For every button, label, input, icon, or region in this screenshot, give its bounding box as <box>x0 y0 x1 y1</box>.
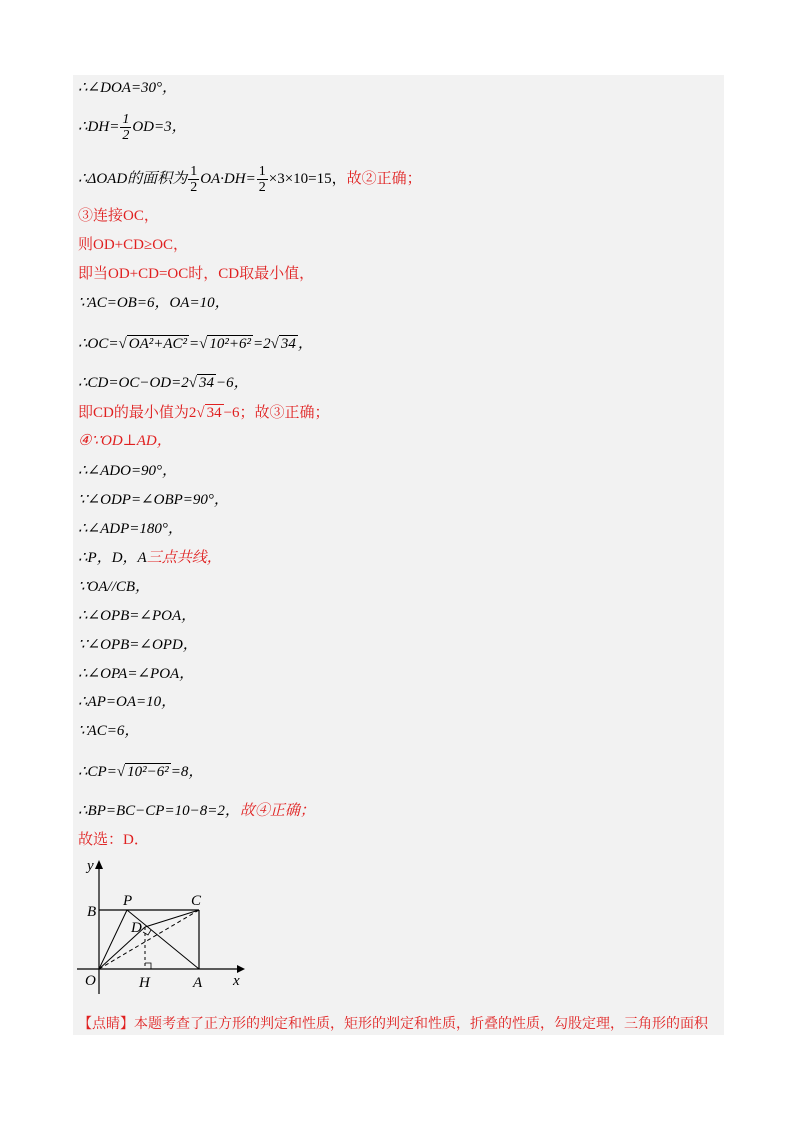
line-9: ∴CD=OC−OD=2√ 34 −6， <box>78 375 249 391</box>
line-20: ∴AP=OA=10， <box>78 694 177 710</box>
label-d: D <box>131 920 142 936</box>
geometry-figure <box>73 850 263 1000</box>
right-angle-h <box>145 963 151 969</box>
line-10: 即CD的最小值为2√ 34 −6；故③正确； <box>78 405 330 421</box>
line-14: ∴∠ADP=180°， <box>78 521 183 537</box>
line-6: 即当OD+CD=OC时，CD取最小值， <box>78 266 315 282</box>
line-5: 则OD+CD≥OC， <box>78 237 189 253</box>
line-8: ∴OC=√ OA²+AC² =√ 10²+6² =2√ 34 ， <box>78 336 313 352</box>
line-7: ∵AC=OB=6，OA=10， <box>78 295 230 311</box>
line-2: ∴DH= $\frac{1}{2}$ OD=3， <box>78 112 187 143</box>
line-23: ∴BP=BC−CP=10−8=2，故④正确； <box>78 803 315 819</box>
label-a: A <box>193 975 203 991</box>
segment-oc-dashed <box>99 910 199 969</box>
line-1: ∴∠DOA=30°， <box>78 80 178 96</box>
label-x: x <box>233 973 240 989</box>
line-15: ∴P，D，A三点共线， <box>78 550 222 566</box>
line-12: ∴∠ADO=90°， <box>78 463 178 479</box>
line-21: ∵AC=6， <box>78 723 140 739</box>
line-13: ∵∠ODP=∠OBP=90°， <box>78 492 229 508</box>
right-angle-d <box>143 930 151 935</box>
fraction: $\frac{1}{2}$ <box>122 112 130 143</box>
x-axis-arrow <box>237 965 245 973</box>
line-19: ∴∠OPA=∠POA， <box>78 666 195 682</box>
line-16: ∵OA//CB， <box>78 579 151 595</box>
line-17: ∴∠OPB=∠POA， <box>78 608 197 624</box>
segment-pa <box>127 910 199 969</box>
y-axis-arrow <box>95 860 103 869</box>
line-3: ∴ΔOAD的面积为 $\frac{1}{2}$ OA·DH= $\frac{1}{2}$ ×3×10=15，故②正确； <box>78 164 422 195</box>
label-y: y <box>87 858 94 874</box>
fraction: $\frac{1}{2}$ <box>190 164 198 195</box>
summary-note: 【点睛】本题考查了正方形的判定和性质，矩形的判定和性质，折叠的性质，勾股定理，三角形的面积 <box>78 1017 708 1032</box>
label-b: B <box>87 904 97 920</box>
fraction: $\frac{1}{2}$ <box>258 164 266 195</box>
line-18: ∵∠OPB=∠OPD， <box>78 637 198 653</box>
line-24: 故选：D． <box>78 832 149 848</box>
segment-dc <box>145 910 199 927</box>
line-4: ③连接OC， <box>78 208 159 224</box>
line-11: ④∵OD⊥AD， <box>78 433 172 449</box>
label-o: O <box>85 973 96 989</box>
line-22: ∴CP=√ 10²−6² =8， <box>78 764 204 780</box>
label-h: H <box>139 975 150 991</box>
label-c: C <box>191 893 202 909</box>
label-p: P <box>123 893 133 909</box>
segment-op <box>99 910 127 969</box>
